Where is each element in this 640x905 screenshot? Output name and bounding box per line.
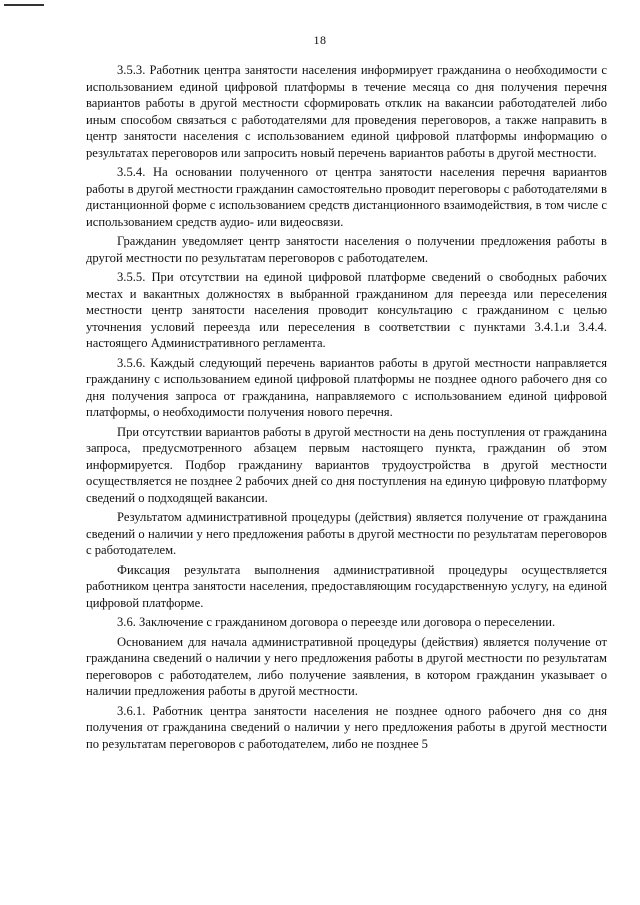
paragraph-result-fixation: Фиксация результата выполнения административной процедуры осуществляется работником центра занятости населения, предоставляющим государственную услугу, на единой цифровой платформе. [86,562,607,610]
paragraph-notification: Гражданин уведомляет центр занятости населения о получении предложения работы в другой местности по результатам переговоров с работодателем. [86,234,607,265]
document-body [86,62,607,755]
paragraph-3-6-heading: 3.6. Заключение с гражданином договора о переезде или договора о переселении. [117,615,556,629]
paragraph-procedure-basis: Основанием для начала административной процедуры (действия) является получение от гражданина сведений о наличии у него предложения работы в другой местности по результатам переговоров с работодателем, либо получение заявления, в котором гражданин указывает о наличии предложения работы в другой местности. [86,634,607,698]
paragraph-no-vacancies: При отсутствии вариантов работы в другой местности на день поступления от гражданина запроса, предусмотренного абзацем первым настоящего пункта, гражданин об этом информируется. Подбор гражданину вариантов трудоустройства в другой местности осуществляется не позднее 2 рабочих дней со дня поступления на единую цифровую платформу сведений о подходящей вакансии. [86,424,607,505]
paragraph-3-5-6: 3.5.6. Каждый следующий перечень вариантов работы в другой местности направляется гражданину с использованием единой цифровой платформы не позднее одного рабочего дня со дня получения запроса от гражданина, направляемого с использованием единой цифровой платформы, о необходимости получения нового перечня. [86,355,607,419]
paragraph-procedure-result: Результатом административной процедуры (действия) является получение от гражданина сведений о наличии у него предложения работы в другой местности по результатам переговоров с работодателем. [86,510,607,557]
scan-corner-mark [4,4,44,6]
paragraph-3-5-5: 3.5.5. При отсутствии на единой цифровой платформе сведений о свободных рабочих местах и вакантных должностях в выбранной гражданином для переезда или переселения местности центр занятости населения проводит консультацию с гражданином с целью уточнения условий переезда или переселения в соответствии с пунктами 3.4.1.и 3.4.4. настоящего Административного регламента. [86,270,607,350]
page-number: 18 [313,33,327,47]
paragraph-3-5-4: 3.5.4. На основании полученного от центра занятости населения перечня вариантов работы в другой местности гражданин самостоятельно проводит переговоры с работодателями в дистанционной форме с использованием средств дистанционного взаимодействия, в том числе с использованием средств аудио- или видеосвязи. [86,165,607,229]
paragraph-3-5-3: 3.5.3. Работник центра занятости населения информирует гражданина о необходимости с использованием единой цифровой платформы в течение месяца со дня получения перечня вариантов работы в другой местности сформировать отклик на вакансии работодателей либо иным способом связаться с работодателями для проведения переговоров, а также направить в центр занятости населения с использованием единой цифровой платформы информацию о результатах переговоров или запросить новый перечень вариантов работы в другой местности. [86,63,607,160]
paragraph-3-6-1: 3.6.1. Работник центра занятости населения не позднее одного рабочего дня со дня получения от гражданина сведений о наличии у него предложения работы в другой местности по результатам переговоров с работодателем, либо не позднее 5 [86,703,607,751]
